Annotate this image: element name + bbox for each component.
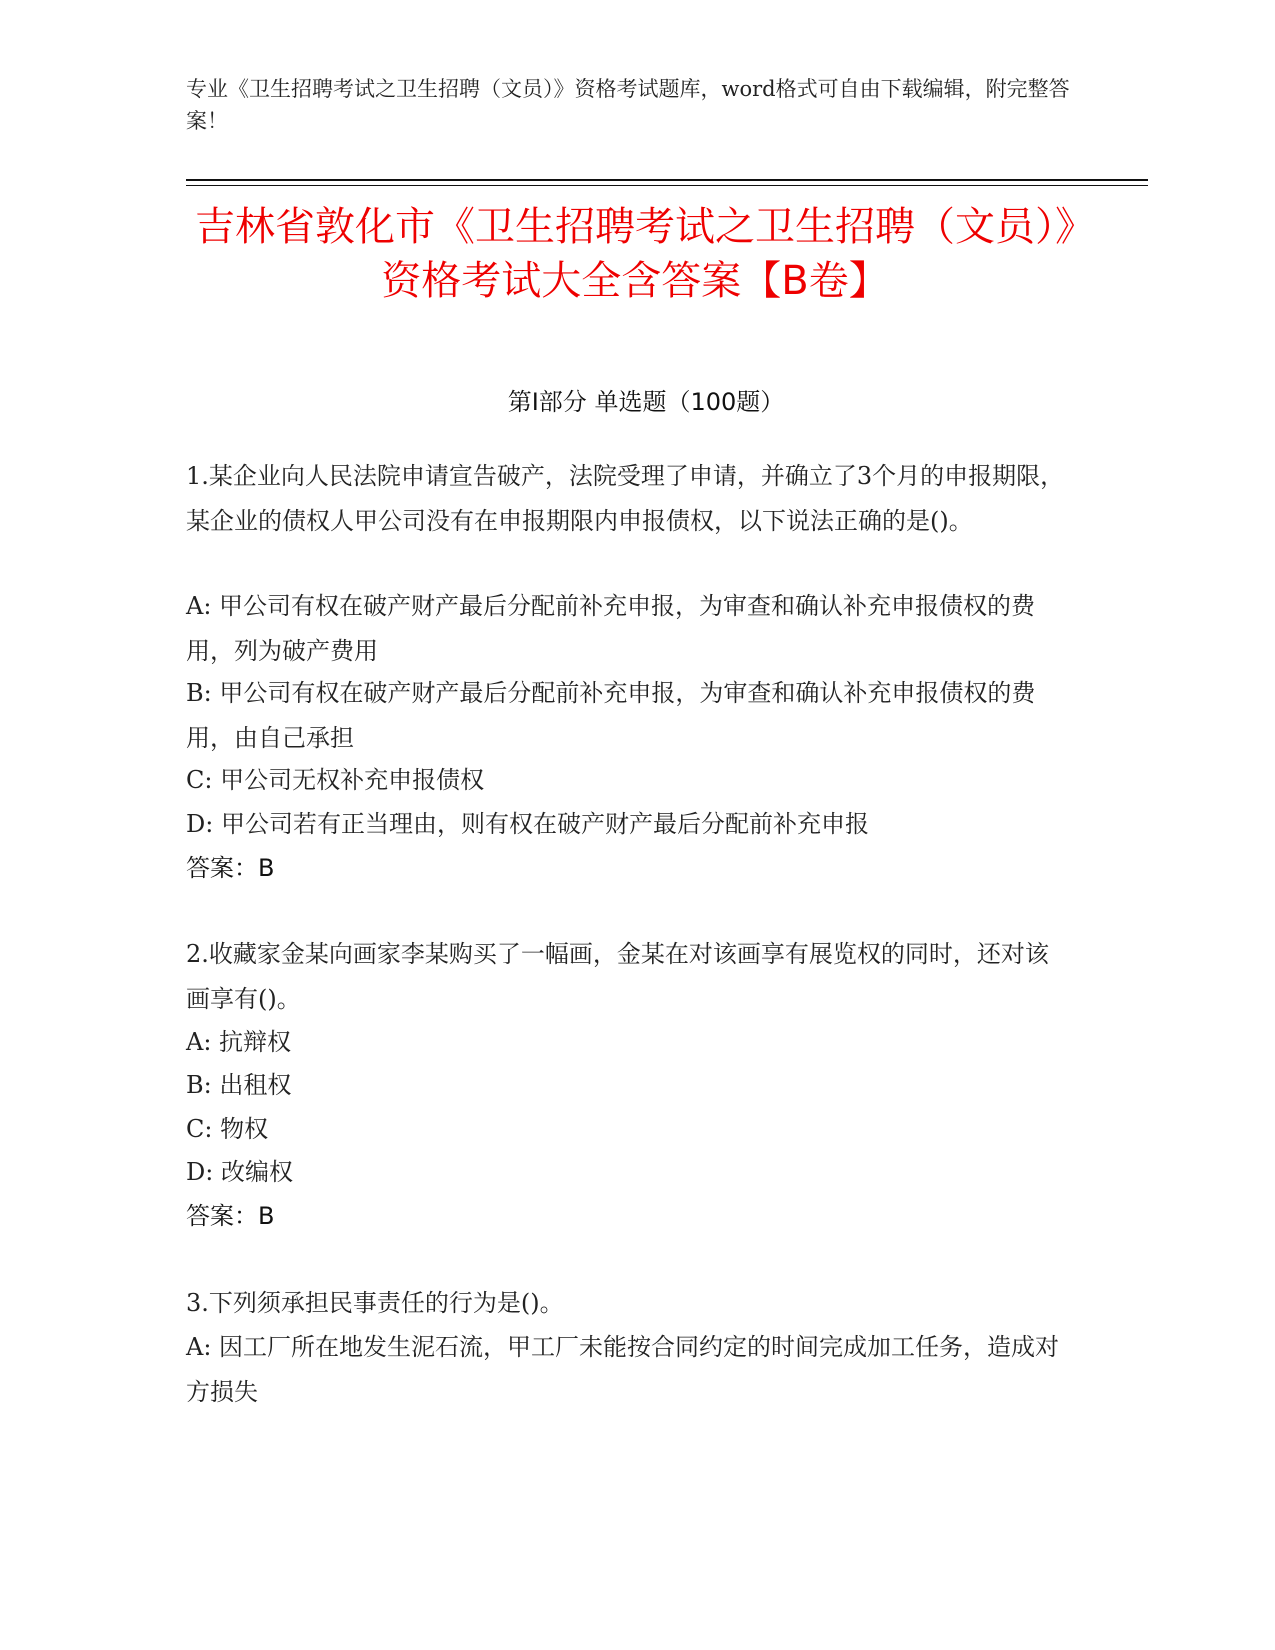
question-2-option-c: C: 物权 <box>186 1115 269 1143</box>
question-2-option-d: D: 改编权 <box>186 1158 293 1186</box>
question-1-option-b: B: 甲公司有权在破产财产最后分配前补充申报，为审查和确认补充申报债权的费用，由自己承担 <box>186 679 1036 752</box>
question-2-option-a: A: 抗辩权 <box>186 1028 292 1056</box>
question-3-stem: 3.下列须承担民事责任的行为是()。 <box>186 1289 564 1317</box>
section-heading: 第I部分 单选题（100题） <box>507 388 785 416</box>
header-rule <box>186 179 1148 181</box>
question-1-answer: 答案：B <box>186 854 275 882</box>
question-1-option-c: C: 甲公司无权补充申报债权 <box>186 766 485 794</box>
question-3-option-a: A: 因工厂所在地发生泥石流，甲工厂未能按合同约定的时间完成加工任务，造成对方损失 <box>186 1333 1060 1406</box>
question-2-stem: 2.收藏家金某向画家李某购买了一幅画，金某在对该画享有展览权的同时，还对该画享有()。 <box>186 940 1049 1013</box>
question-1-option-d: D: 甲公司若有正当理由，则有权在破产财产最后分配前补充申报 <box>186 810 869 838</box>
question-1-option-a: A: 甲公司有权在破产财产最后分配前补充申报，为审查和确认补充申报债权的费用，列为破产费用 <box>186 592 1036 665</box>
question-2-option-b: B: 出租权 <box>186 1071 292 1099</box>
header-note: 专业《卫生招聘考试之卫生招聘（文员）》资格考试题库，word格式可自由下载编辑，附完整答案！ <box>186 77 1070 133</box>
header-rule-thin <box>186 185 1148 186</box>
document-title: 吉林省敦化市《卫生招聘考试之卫生招聘（文员）》资格考试大全含答案【B卷】 <box>195 204 1075 304</box>
question-1-stem: 1.某企业向人民法院申请宣告破产，法院受理了申请，并确立了3个月的申报期限，某企业的债权人甲公司没有在申报期限内申报债权，以下说法正确的是()。 <box>186 462 1065 535</box>
question-2-answer: 答案：B <box>186 1202 275 1230</box>
